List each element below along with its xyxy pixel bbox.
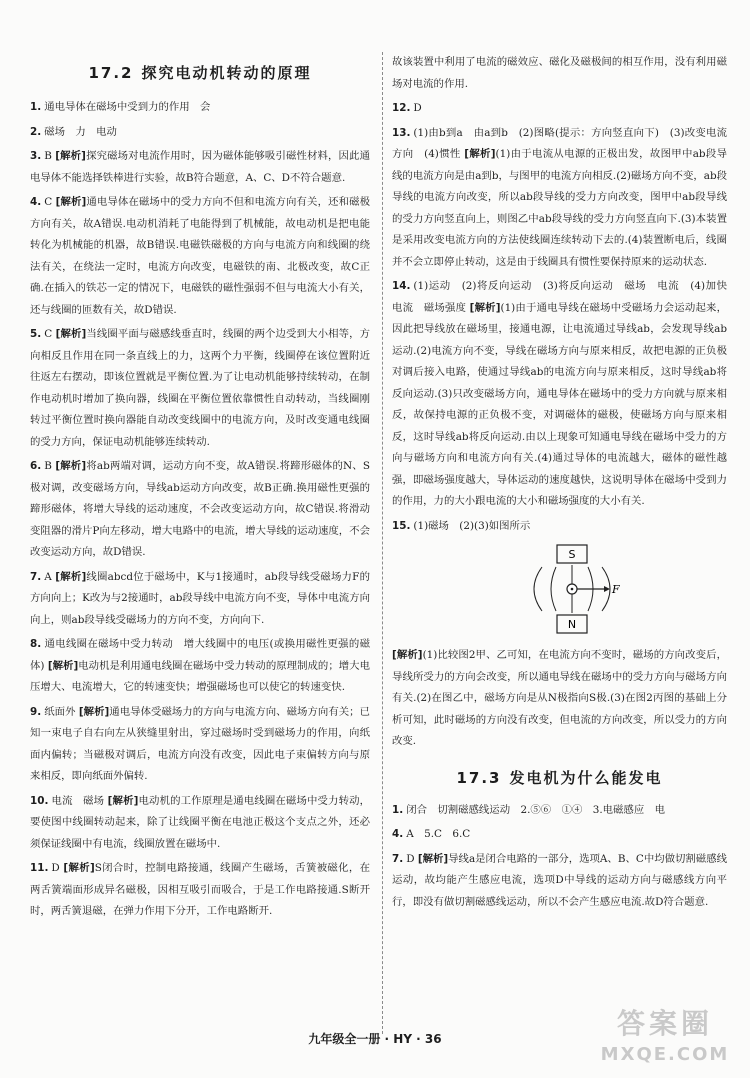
answer-item: 1. 闭合 切割磁感线运动 2.⑤⑥ ①④ 3.电磁感应 电 [392,803,665,816]
answer-item: 6. B [解析]将ab两端对调，运动方向不变，故A错误.将蹄形磁体的N、S极对调，改变磁场方向，导线ab运动方向改变，故B正确.换用磁性更强的蹄形磁体，将增大导线的运动速度，不会改变运动方向，故C错误.将滑动变阻器的滑片P向左移动，增大电路中的电流，增大导线的运动速度，不会改变运动方向，故D错误. [30,460,370,558]
continued-text: 故该装置中利用了电流的磁效应、磁化及磁极间的相互作用，没有利用磁场对电流的作用. [392,56,727,90]
page-footer: 九年级全一册 · HY · 36 [308,1032,442,1046]
answer-item: 11. D [解析]S闭合时，控制电路接通，线圈产生磁场，舌簧被磁化，在两舌簧端面形成异名磁极，因相互吸引而吸合，于是工作电路接通.S断开时，两舌簧退磁，在弹力作用下分开，工作电路断开. [30,862,370,917]
answer-item: 10. 电流 磁场 [解析]电动机的工作原理是通电线圈在磁场中受力转动，要使图中线圈转动起来，除了让线圈平衡在电池正极这个支点之外，还必须保证线圈中有电流，线圈放置在磁场中. [30,794,371,850]
section-title-17-2 [30,62,370,83]
answer-item: 15. (1)磁场 (2)(3)如图所示 [392,519,531,532]
answer-item: 4. A 5.C 6.C [392,828,471,840]
magnet-bottom-label: N [567,618,577,631]
answer-item: 13. (1)由b到a 由a到b (2)图略(提示：方向竖直向下) (3)改变电流方向 (4)惯性 [解析](1)由于电流从电源的正极出发，故图甲中ab段导线的电流方向是由a到b，与图甲的电流方向相反.(2)磁场方向不变，ab段导线的电流方向改变，所以ab段导线的受力方向改变，图甲中ab段导线的受力方向竖直向上，则图乙中ab段导线的受力方向竖直向下.(3)本装置是采用改变电流方向的方法使线圈连续转动下去的.(4)装置断电后，线圈并不会立即停止转动，这是由于线圈具有惯性要保持原来的运动状态. [392,126,728,268]
section-title-text: 探究电动机转动的原理 [141,64,312,82]
column-divider [382,52,383,1034]
answer-item: 4. C [解析]通电导体在磁场中的受力方向不但和电流方向有关，还和磁极方向有关，故A错误.电动机消耗了电能得到了机械能，故电动机是把电能转化为机械能的机器，故B错误.电磁铁磁极的方向与电流方向和线圈的绕法有关，在绕法一定时，电流方向改变，电磁铁的南、北极改变，故C正确.在插入的铁芯一定的情况下，电磁铁的磁性强弱不但与电流大小有关，还与线圈的匝数有关，故D错误. [30,196,371,316]
answer-item: 3. B [解析]探究磁场对电流作用时，因为磁体能够吸引磁性材料，因此通电导体不能选择铁棒进行实验，故B符合题意，A、C、D不符合题意. [30,150,370,184]
field-line [551,567,556,611]
answer-item: 2. 磁场 力 电动 [30,125,117,138]
answer-item: 8. 通电线圈在磁场中受力转动 增大线圈中的电压(或换用磁性更强的磁体) [解析]电动机是利用通电线圈在磁场中受力转动的原理制成的；增大电压增大、电流增大，它的转速变快；增强磁场也可以使它的转速变快. [30,638,370,693]
section-title-17-3 [392,767,727,788]
answer-item: 7. A [解析]线圈abcd位于磁场中，K与1接通时，ab段导线受磁场力F的方向向上；K改为与2接通时，ab段导线中电流方向不变，导体中电流方向向上，则ab段导线受磁场力的方向不变，方向向下. [30,570,371,626]
answer-item: 7. D [解析]导线a是闭合电路的一部分，选项A、B、C中均做切割磁感线运动，故均能产生感应电流，选项D中导线的运动方向与磁感线方向平行，即没有做切割磁感线运动，所以不会产生感应电流.故D符合题意. [392,852,727,908]
answer-item: 12. D [392,102,422,114]
section-number: 17.3 [456,768,502,787]
field-line [534,567,542,611]
section-title-text: 发电机为什么能发电 [509,768,663,787]
answer-item: 1. 通电导体在磁场中受到力的作用 会 [30,101,211,113]
section-number: 17.2 [88,64,134,82]
answer-item-analysis: [解析](1)比较图2甲、乙可知，在电流方向不变时，磁场的方向改变后，导线所受力的方向会改变，所以通电导线在磁场中的受力方向与磁场方向有关.(2)在图乙中，磁场方向是从N极指向S极.(3)在图2丙图的基础上分析可知，此时磁场的方向没有改变，但电流的方向改变，所以受力的方向改变. [392,649,728,747]
answer-item: 9. 纸面外 [解析]通电导体受磁场力的方向与电流方向、磁场方向有关；已知一束电子自右向左从狭缝里射出，穿过磁场时受到磁场力的作用，向纸面内偏转；当磁极对调后，电流方向没有改变，因此电子束偏转方向与原来相反，即向纸面外偏转. [30,705,370,782]
force-label: F [612,583,620,596]
motor-figure [512,541,632,637]
answer-item: 14. (1)运动 (2)将反向运动 (3)将反向运动 磁场 电流 (4)加快 电流 磁场强度 [解析](1)由于通电导线在磁场中受磁场力会运动起来，因此把导线放在磁场里，接通电源，让电流通过导线ab，会发现导线ab运动.(2)电流方向不变，导线在磁场方向与原来相反，故把电源的正负极对调后接入电路，使通过导线ab的电流方向与原来相反，这时导线ab将反向运动.(3)只改变磁场方向，通电导体在磁场中的受力方向就与原来相反，故保持电源的正负极不变，对调磁体的磁极，使磁场方向与原来相反，这时导线ab将反向运动.由以上现象可知通电导线在磁场中受力的方向与磁场方向和电流方向有关.(4)通过导体的电流越大，磁体的磁性越强，即磁场强度越大，导体运动的速度越快，这说明导体在磁场中受到力的作用，力的大小跟电流的大小和磁场强度的大小有关. [392,280,738,507]
left-column [30,0,370,926]
right-column [392,52,738,916]
answer-item: 5. C [解析]当线圈平面与磁感线垂直时，线圈的两个边受到大小相等，方向相反且作用在同一条直线上的力，这两个力平衡，线圈停在该位置附近往返左右摆动，即该位置就是平衡位置.为了让电动机能够持续转动，在制作电动机时增加了换向器，线圈在平衡位置依靠惯性自动转动，当线圈刚转过平衡位置时换向器能自动改变线圈中的电流方向，及时改变通电线圈的受力方向，保证电动机能够连续转动. [30,328,371,448]
magnet-top-label: S [568,548,576,561]
watermark-logo: 答案圈 MXQE.COM [600,1007,730,1065]
